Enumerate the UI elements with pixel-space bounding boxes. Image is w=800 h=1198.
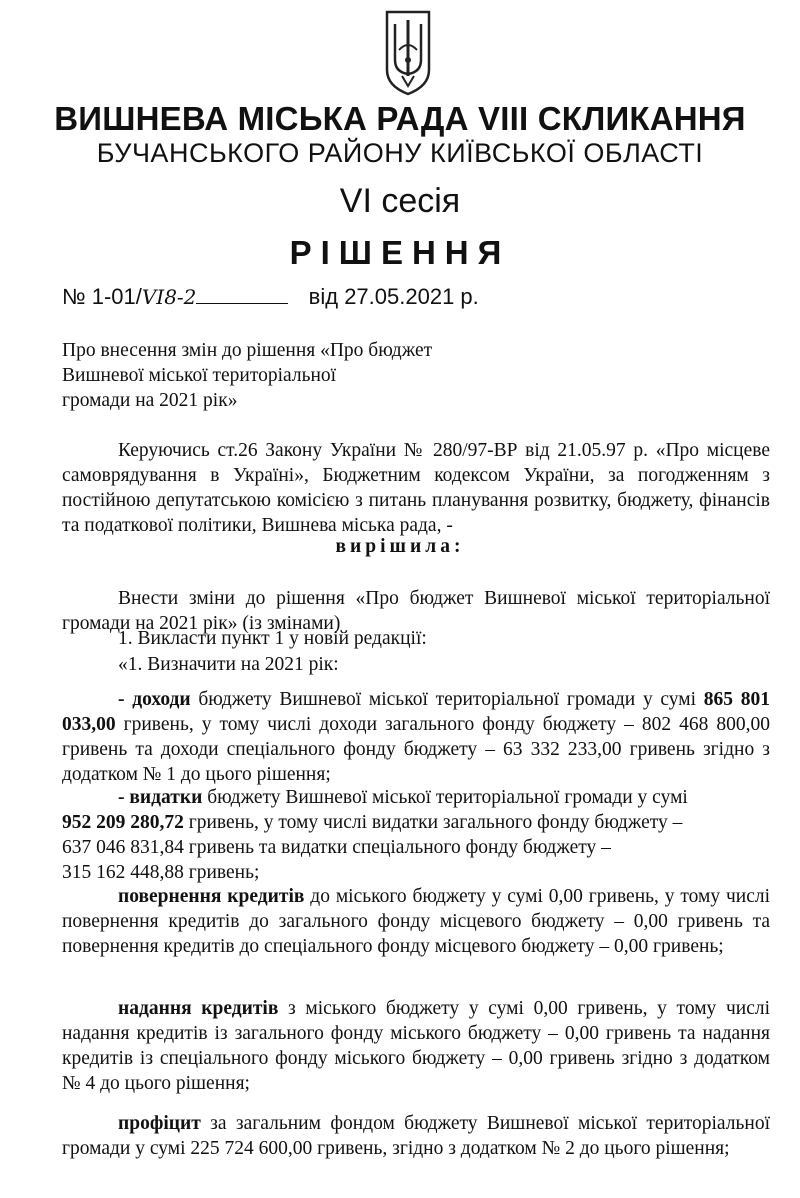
resolved-heading: вирішила:	[335, 536, 465, 557]
subject-line: Про внесення змін до рішення «Про бюджет	[62, 340, 433, 361]
preamble-paragraph: Керуючись ст.26 Закону України № 280/97-ВР від 21.05.97 р. «Про місцеве самоврядування в Україні», Бюджетним кодексом України, за погодженням з постійною депутатською комісією з питань планування розвитку, бюджету, фінансів та податкової політики, Вишнева міська рада, -	[62, 440, 770, 536]
lending-term: надання кредитів	[118, 998, 279, 1019]
lending-paragraph	[62, 996, 770, 1096]
expenses-line: 637 046 831,84 гривень та видатки спеціального фонду бюджету –	[62, 837, 611, 858]
session-title: VI сесія	[339, 182, 461, 220]
subject-line: громади на 2021 рік»	[62, 390, 238, 411]
expenses-line: 315 162 448,88 гривень;	[62, 862, 260, 883]
income-paragraph	[62, 687, 770, 787]
document-type: РІШЕННЯ	[289, 234, 511, 271]
expenses-term: видатки	[129, 787, 203, 808]
income-dash: -	[118, 689, 133, 710]
repayment-text: до міського бюджету у сумі 0,00 гривень, у тому числі повернення кредитів до загального фонду місцевого бюджету – 0,00 гривень та повернення кредитів до спеціального фонду місцевого бюджету – 0,00 гривень;	[62, 886, 771, 957]
income-amount: 865 801 033,00	[62, 689, 770, 735]
repayment-paragraph	[62, 884, 770, 959]
trident-emblem-icon	[383, 10, 433, 96]
income-text: гривень, у тому числі доходи загального фонду бюджету – 802 468 800,00 гривень та доходи спеціального фонду бюджету – 63 332 233,00 гривень згідно з додатком № 1 до цього рішення;	[62, 714, 770, 785]
expenses-text: гривень, у тому числі видатки загального фонду бюджету –	[183, 812, 683, 833]
income-term: доходи	[132, 689, 191, 710]
income-text: бюджету Вишневої міської територіальної громади у сумі	[190, 689, 704, 710]
point-1: 1. Викласти пункт 1 у новій редакції:	[118, 628, 427, 649]
handwritten-number: VI8-2	[141, 285, 197, 309]
number-underline	[196, 285, 288, 304]
district-title: БУЧАНСЬКОГО РАЙОНУ КИЇВСЬКОЇ ОБЛАСТІ	[96, 138, 704, 168]
expenses-line	[62, 812, 682, 834]
expenses-amount: 952 209 280,72	[62, 812, 184, 833]
council-title: ВИШНЕВА МІСЬКА РАДА VIII СКЛИКАННЯ	[54, 100, 746, 137]
lending-text: з міського бюджету у сумі 0,00 гривень, у тому числі надання кредитів із загального фонду міського бюджету – 0,00 гривень та надання кредитів із спеціального фонду міського бюджету – 0,00 гривень згідно з додатком № 4 до цього рішення;	[62, 998, 770, 1094]
expenses-dash: -	[118, 787, 130, 808]
number-prefix: № 1-01/	[62, 284, 142, 309]
decision-number-line	[62, 284, 479, 310]
surplus-paragraph	[62, 1111, 770, 1161]
surplus-term: профіцит	[118, 1113, 201, 1134]
point-1-1: «1. Визначити на 2021 рік:	[118, 654, 339, 675]
surplus-text: за загальним фондом бюджету Вишневої міської територіальної громади у сумі 225 724 600,00 гривень, згідно з додатком № 2 до цього рішення;	[62, 1113, 770, 1159]
subject-line: Вишневої міської територіальної	[62, 365, 337, 386]
intro-paragraph: Внести зміни до рішення «Про бюджет Вишневої міської територіальної громади на 2021 рік» (із змінами)	[62, 588, 770, 634]
repayment-term: повернення кредитів	[118, 886, 305, 907]
decision-date: від 27.05.2021 р.	[308, 284, 479, 309]
expenses-line	[118, 787, 688, 809]
expenses-text: бюджету Вишневої міської територіальної громади у сумі	[202, 787, 688, 808]
subject-block	[62, 338, 432, 413]
